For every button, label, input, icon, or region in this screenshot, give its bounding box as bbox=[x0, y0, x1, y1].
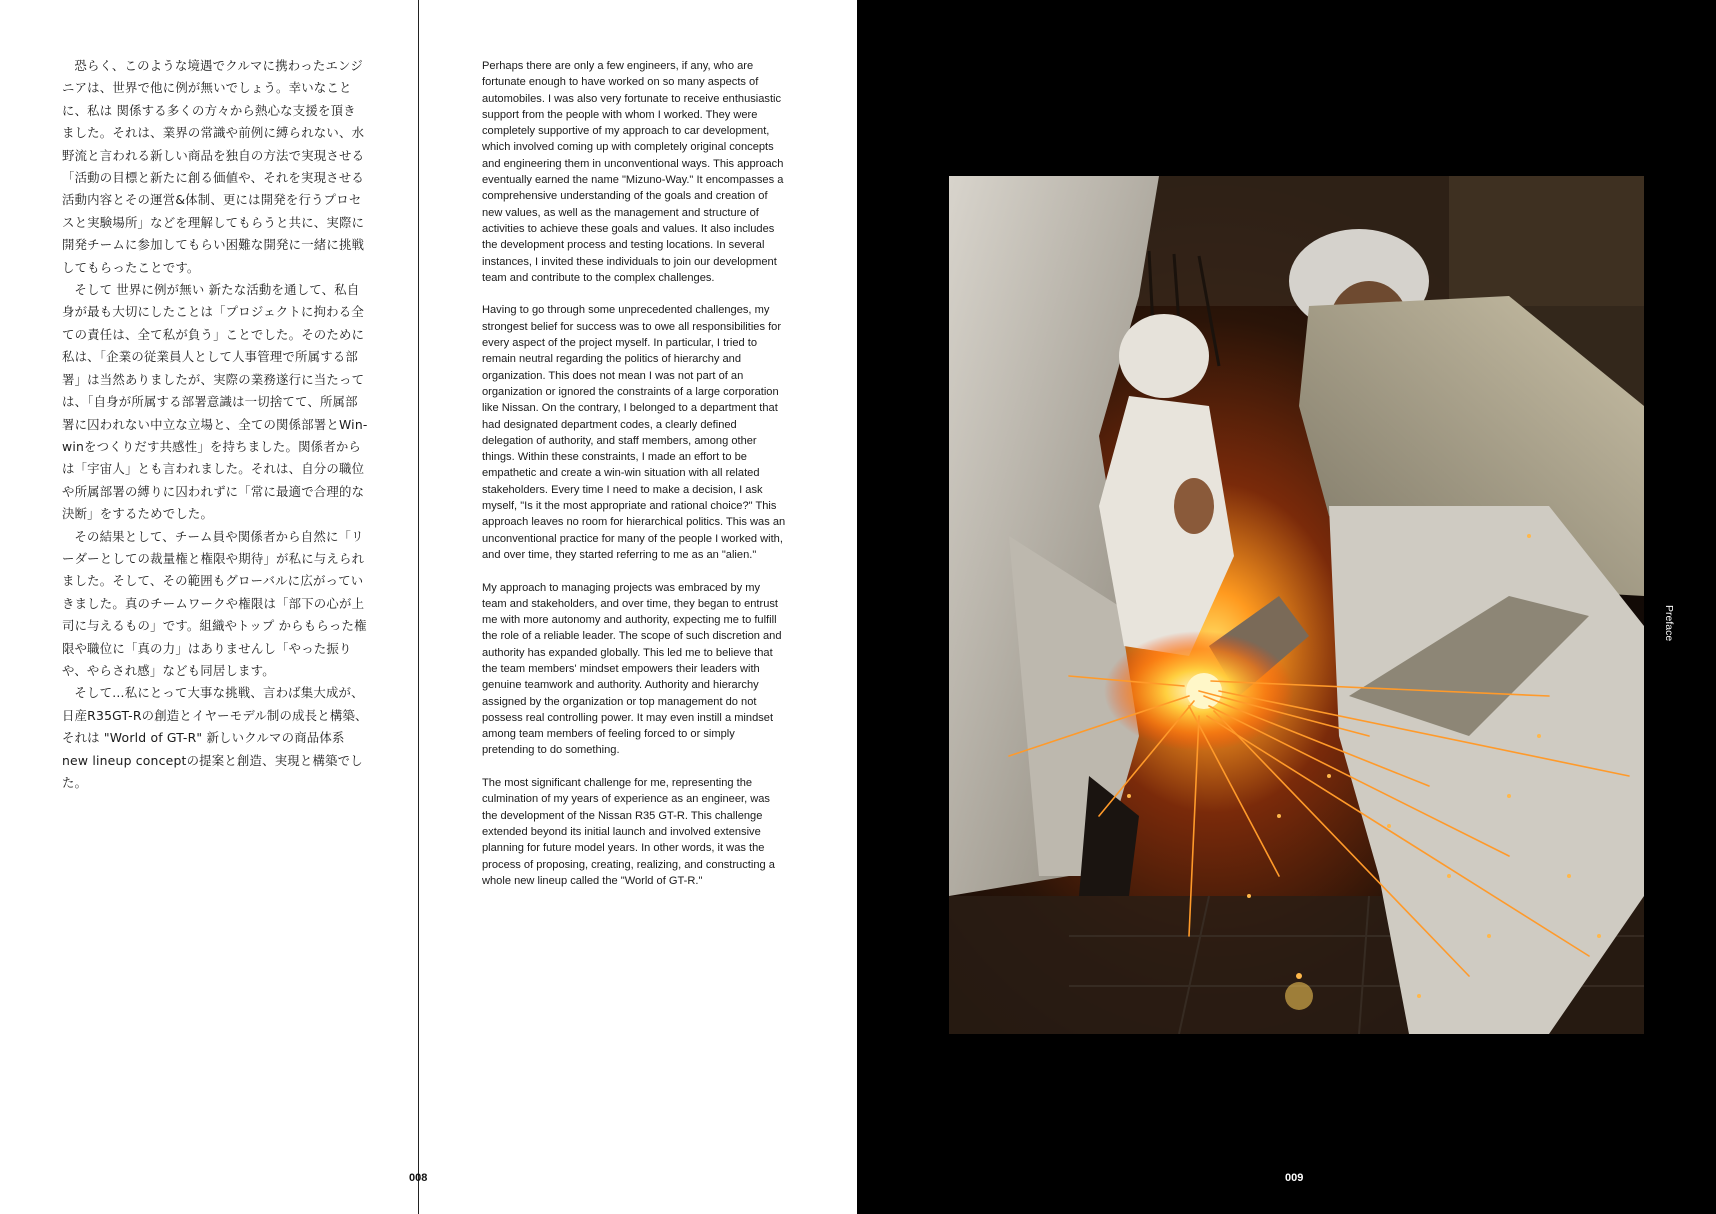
japanese-text-column bbox=[62, 55, 368, 794]
left-page bbox=[0, 0, 857, 1214]
japanese-paragraph: そして…私にとって大事な挑戦、言わば集大成が、日産R35GT-Rの創造とイヤーモデル制の成長と構築、それは "World of GT-R" 新しいクルマの商品体系new lineup conceptの提案と創造、実現と構築でした。 bbox=[62, 685, 368, 790]
center-worker-head bbox=[1119, 314, 1209, 398]
japanese-paragraph: 恐らく、このような境遇でクルマに携わったエンジニアは、世界で他に例が無いでしょう。幸いなことに、私は 関係する多くの方々から熱心な支援を頂きました。それは、業界の常識や前例に縛られない、水野流と言われる新しい商品を独自の方法で実現させる「活動の目標と新たに創る価値や、それを実現させる活動内容とその運営&体制、更には開発を行うプロセスと実験場所」などを理解してもらうと共に、実際に開発チームに参加してもらい困難な開発に一緒に挑戦してもらったことです。 bbox=[62, 58, 365, 275]
right-page bbox=[857, 0, 1716, 1214]
page-number-left: 008 bbox=[409, 1172, 428, 1184]
english-text-column bbox=[482, 58, 787, 905]
english-paragraph: Having to go through some unprecedented challenges, my strongest belief for success was to owe all responsibilities for every aspect of the project myself. In particular, I tried to remain neutral regarding the politics of hierarchy and organization. This does not mean I was not part of an organization or ignored the constraints of a large corporation like Nissan. On the contrary, I belonged to a department that had designated department codes, a clearly defined delegation of authority, and staff members, among other things. Within these constraints, I made an effort to be empathetic and create a win-win situation with all related stakeholders. Every time I need to make a decision, I ask myself, "Is it the most appropriate and rational choice?" This approach leaves no room for hierarchical politics. This was an unconventional practice for many of the people I worked with, and over time, they started referring to me as an "alien." bbox=[482, 304, 786, 561]
japanese-paragraph: その結果として、チーム員や関係者から自然に「リーダーとしての裁量権と権限や期待」が私に与えられました。そして、その範囲もグローバルに広がっていきました。真のチームワークや権限は「部下の心が上司に与えるもの」です。組織やトップ からもらった権限や職位に「真の力」はありませんし「やった振りや、やらされ感」なども同居します。 bbox=[62, 528, 367, 678]
english-paragraph: My approach to managing projects was embraced by my team and stakeholders, and over time, they began to entrust me with more autonomy and authority, expecting me to fulfill the role of a reliable leader. The scope of such discretion and authority has expanded globally. This led me to believe that the team members' mindset empowers their leaders with genuine teamwork and authority. Authority and hierarchy assigned by the organization or top management do not possess real controlling power. It may even instill a mindset among team members of feeling forced to or simply pretending to do something. bbox=[482, 581, 782, 757]
section-label: Preface bbox=[1663, 605, 1675, 642]
english-paragraph: The most significant challenge for me, representing the culmination of my years of experience as an engineer, was the development of the Nissan R35 GT-R. This challenge extended beyond its initial launch and involved extensive planning for future model years. In other words, it was the process of proposing, creating, realizing, and constructing a whole new lineup called the "World of GT-R." bbox=[482, 777, 775, 887]
page-number-right: 009 bbox=[1285, 1172, 1304, 1184]
column-divider bbox=[418, 0, 419, 1214]
english-paragraph: Perhaps there are only a few engineers, if any, who are fortunate enough to have worked on so many aspects of automobiles. I was also very fortunate to receive enthusiastic support from the people with whom I worked. They were completely supportive of my approach to car development, which involved coming up with completely original concepts and engineering them in unconventional ways. This approach eventually earned the name "Mizuno-Way." It encompasses a comprehensive understanding of the goals and creation of new values, as well as the management and structure of activities to achieve these goals and values. It also includes the development process and testing locations. In several instances, I invited these individuals to join our development team and contribute to the complex challenges. bbox=[482, 60, 784, 284]
forge-photo bbox=[949, 176, 1644, 1034]
japanese-paragraph: そして 世界に例が無い 新たな活動を通して、私自身が最も大切にしたことは「プロジェクトに拘わる全ての責任は、全て私が負う」ことでした。そのために私は、「企業の従業員人として人事管理で所属する部署」は当然ありましたが、実際の業務遂行に当たっては、「自身が所属する部署意識は一切捨てて、所属部署に囚われない中立な立場と、全ての関係部署とWin-winをつくりだす共感性」を持ちました。関係者からは「宇宙人」とも言われました。それは、自分の職位や所属部署の縛りに囚われずに「常に最適で合理的な決断」をするためでした。 bbox=[62, 282, 368, 522]
